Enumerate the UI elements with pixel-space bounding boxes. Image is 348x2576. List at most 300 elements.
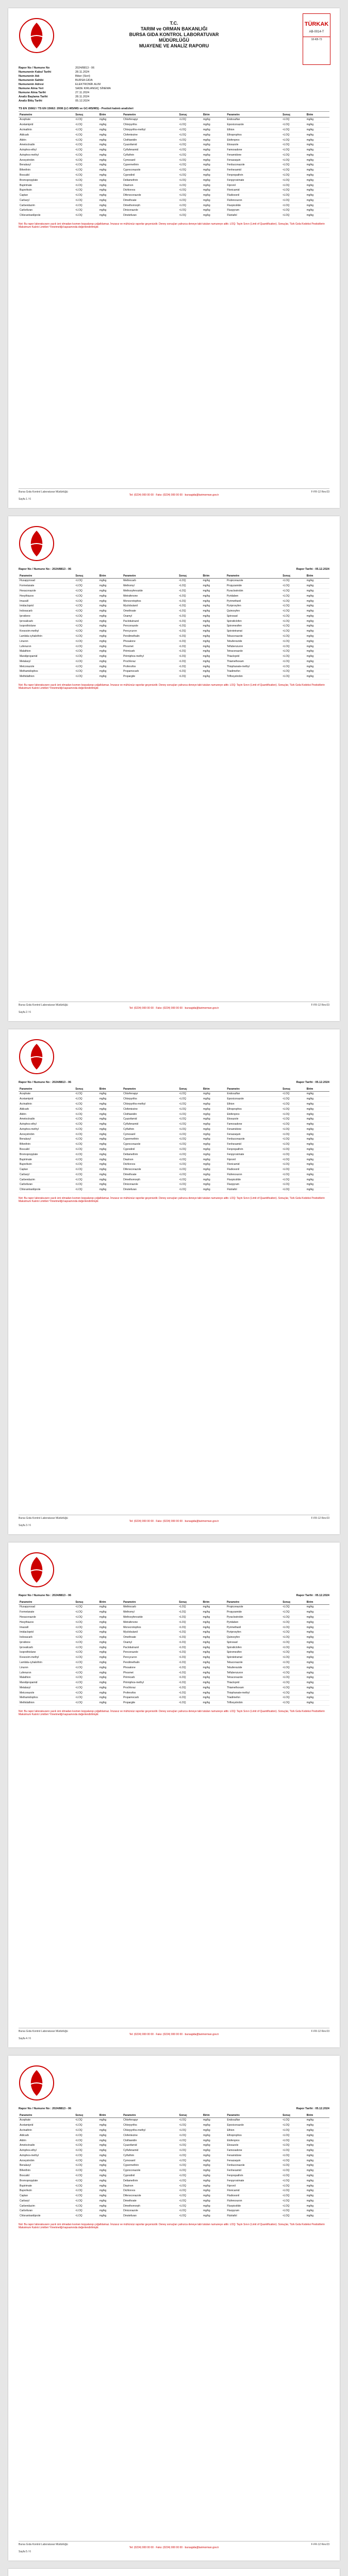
result-value: <LOQ (178, 1640, 202, 1645)
result-value: <LOQ (74, 127, 98, 132)
parameter-name: Linuron (19, 639, 74, 644)
result-value: <LOQ (74, 2213, 98, 2218)
result-value: <LOQ (281, 614, 305, 619)
unit: mg/kg (98, 624, 122, 629)
unit: mg/kg (202, 1177, 226, 1182)
parameter-name: Imidacloprid (19, 603, 74, 608)
result-value: <LOQ (281, 599, 305, 604)
result-value: <LOQ (281, 2209, 306, 2214)
parameter-name: Carbendazim (19, 2204, 74, 2209)
page-report-header: Rapor No / Numune No : 2024/8813 - 06 Rapor Tarihi : 05.12.2024 (19, 1081, 329, 1084)
unit: mg/kg (98, 1122, 122, 1127)
unit: mg/kg (306, 2143, 329, 2148)
ministry-emblem-icon (19, 2065, 55, 2101)
table-row (19, 142, 329, 147)
result-value: <LOQ (74, 1182, 98, 1188)
parameter-name: Tebufenozide (226, 1665, 281, 1670)
result-value: <LOQ (178, 2178, 203, 2183)
result-value: <LOQ (281, 583, 305, 588)
parameter-name: Kresoxim-methyl (19, 1655, 74, 1660)
unit: mg/kg (98, 2128, 122, 2133)
parameter-name: Cyprodinil (122, 1147, 178, 1152)
unit: mg/kg (202, 1112, 226, 1117)
unit: mg/kg (306, 2148, 329, 2153)
table-row (19, 2193, 329, 2198)
result-value: <LOQ (178, 173, 203, 178)
parameter-name: Flutriafol (226, 1187, 281, 1192)
report-page-5 (8, 2056, 340, 2561)
parameter-name: Metconazole (19, 1690, 74, 1696)
parameter-name: Carbaryl (19, 198, 74, 203)
unit: mg/kg (306, 2173, 329, 2178)
unit: mg/kg (306, 1122, 329, 1127)
parameter-name: Dinotefuran (122, 2213, 178, 2218)
unit: mg/kg (98, 178, 122, 183)
table-row (19, 2118, 329, 2123)
table-row (19, 2178, 329, 2183)
parameter-name: Carbaryl (19, 2198, 74, 2204)
parameter-name: Fipronil (226, 1157, 281, 1162)
unit: mg/kg (202, 1157, 226, 1162)
unit: mg/kg (202, 1092, 226, 1097)
parameter-name: Pirimiphos-methyl (122, 1680, 178, 1685)
unit: mg/kg (98, 147, 122, 152)
unit: mg/kg (202, 2188, 226, 2193)
result-value: <LOQ (74, 1092, 98, 1097)
parameter-name: Dimethoate (122, 1172, 178, 1177)
result-value: <LOQ (281, 1112, 306, 1117)
result-value: <LOQ (281, 1177, 306, 1182)
unit: mg/kg (98, 1605, 122, 1610)
table-row (19, 629, 329, 634)
result-value: <LOQ (178, 213, 203, 218)
parameter-name: Clofentezine (122, 2133, 178, 2138)
parameter-name: Mandipropamid (19, 654, 74, 659)
unit: mg/kg (202, 664, 226, 669)
result-value: <LOQ (74, 1645, 98, 1650)
report-note: Not: Bu rapor laboratuvarın yazılı izni olmadan kısmen kopyalanıp çoğaltılamaz. İmzasız ve mühürsüz raporlar geçersizdir. Deney sonuçları yalnızca deneye tabi tutulan numuneye aittir. LOQ: Tayin Sınırı (Limit of Quantification). Sonuçlar, Türk Gıda Kodeksi Pestisitlerin Maksimum Kalıntı Limitleri Yönetmeliği kapsamında değerlendirilmiştir. (19, 1196, 325, 1204)
table-row (19, 1187, 329, 1192)
report-page-3 (8, 1029, 340, 1534)
unit: mg/kg (202, 1172, 226, 1177)
result-value: <LOQ (178, 1670, 202, 1675)
unit: mg/kg (306, 1157, 329, 1162)
unit: mg/kg (98, 608, 122, 614)
unit: mg/kg (306, 147, 329, 152)
parameter-name: Pyrimethanil (226, 1625, 281, 1630)
unit: mg/kg (306, 2158, 329, 2163)
result-value: <LOQ (74, 1675, 98, 1680)
unit: mg/kg (98, 1162, 122, 1167)
result-value: <LOQ (281, 1172, 306, 1177)
column-header: Parametre (19, 2113, 74, 2118)
parameter-name: Fenpropathrin (226, 173, 281, 178)
parameter-name: Methiocarb (122, 579, 178, 584)
result-value: <LOQ (178, 619, 202, 624)
page-footer: Bursa Gıda Kontrol Laboratuvar Müdürlüğü F-FR-12 Rev.03 Tel: (0224) 000 00 00 · Faks: (0224) 000 00 00 · bursagida@tarimorman.gov.tr Sayfa 1 / 6 (19, 488, 329, 501)
parameter-name: Cyazofamid (122, 142, 178, 147)
unit: mg/kg (202, 198, 226, 203)
column-header: Parametre (19, 574, 74, 579)
result-value: <LOQ (281, 147, 306, 152)
result-value: <LOQ (74, 579, 98, 584)
parameter-name: Boscalid (19, 173, 74, 178)
unit: mg/kg (202, 2198, 226, 2204)
parameter-name: Ethoprophos (226, 1107, 281, 1112)
unit: mg/kg (202, 1142, 226, 1147)
unit: mg/kg (202, 1700, 226, 1705)
result-value: <LOQ (178, 2138, 203, 2143)
result-value: <LOQ (178, 2168, 203, 2173)
unit: mg/kg (306, 1096, 329, 1101)
result-value: <LOQ (74, 599, 98, 604)
parameter-name: Diniconazole (122, 1182, 178, 1188)
unit: mg/kg (98, 198, 122, 203)
table-row (19, 2213, 329, 2218)
unit: mg/kg (98, 1630, 122, 1635)
column-header: Sonuç (74, 113, 98, 117)
parameter-name: Spinosad (226, 614, 281, 619)
table-row (19, 1625, 329, 1630)
result-value: <LOQ (281, 142, 306, 147)
parameter-name: Dinotefuran (122, 1187, 178, 1192)
result-value: <LOQ (281, 163, 306, 168)
result-value: <LOQ (178, 2209, 203, 2214)
unit: mg/kg (202, 142, 226, 147)
result-value: <LOQ (178, 1680, 202, 1685)
result-value: <LOQ (74, 2148, 98, 2153)
parameter-name: Tetraconazole (226, 649, 281, 654)
column-header: Sonuç (74, 1600, 98, 1605)
parameter-name: Indoxacarb (19, 608, 74, 614)
unit: mg/kg (202, 2183, 226, 2189)
parameter-name: Carbofuran (19, 208, 74, 213)
result-value: <LOQ (74, 1147, 98, 1152)
parameter-name: Propargite (122, 1700, 178, 1705)
unit: mg/kg (98, 619, 122, 624)
parameter-name: Trifloxystrobin (226, 674, 281, 679)
unit: mg/kg (202, 158, 226, 163)
parameter-name: Fenhexamid (226, 1142, 281, 1147)
result-value: <LOQ (74, 1690, 98, 1696)
parameter-name: Bifenthrin (19, 167, 74, 173)
unit: mg/kg (306, 138, 329, 143)
result-value: <LOQ (178, 138, 203, 143)
parameter-name: Isoprothiolane (19, 1650, 74, 1655)
unit: mg/kg (306, 208, 329, 213)
result-value: <LOQ (281, 1157, 306, 1162)
parameter-name: Ametoctradin (19, 2143, 74, 2148)
table-row (19, 1137, 329, 1142)
result-value: <LOQ (74, 608, 98, 614)
column-header: Birim (306, 2113, 329, 2118)
result-value: <LOQ (178, 603, 202, 608)
table-row (19, 1116, 329, 1122)
result-value: <LOQ (178, 152, 203, 158)
unit: mg/kg (202, 614, 226, 619)
table-row (19, 1645, 329, 1650)
unit: mg/kg (306, 1182, 329, 1188)
parameter-name: Paclobutrazol (122, 1645, 178, 1650)
parameter-name: Tebuconazole (226, 634, 281, 639)
result-value: <LOQ (281, 669, 305, 674)
result-value: <LOQ (178, 1112, 203, 1117)
table-row (19, 1092, 329, 1097)
parameter-name: Lambda-cyhalothrin (19, 634, 74, 639)
table-row (19, 1615, 329, 1620)
unit: mg/kg (202, 579, 226, 584)
parameter-name: Mandipropamid (19, 1680, 74, 1685)
parameter-name: Formetanate (19, 583, 74, 588)
parameter-name: Quinoxyfen (226, 608, 281, 614)
unit: mg/kg (306, 1640, 329, 1645)
parameter-name: Bifenthrin (19, 2168, 74, 2173)
column-header: Sonuç (281, 1600, 305, 1605)
result-value: <LOQ (178, 158, 203, 163)
parameter-name: Penconazole (122, 1650, 178, 1655)
unit: mg/kg (98, 1157, 122, 1162)
unit: mg/kg (306, 2163, 329, 2168)
result-value: <LOQ (178, 1630, 202, 1635)
result-value: <LOQ (178, 1092, 203, 1097)
unit: mg/kg (202, 2193, 226, 2198)
unit: mg/kg (306, 1187, 329, 1192)
report-header (8, 1543, 340, 1594)
unit: mg/kg (98, 2153, 122, 2158)
result-value: <LOQ (281, 1605, 305, 1610)
unit: mg/kg (306, 1630, 329, 1635)
result-value: <LOQ (178, 127, 203, 132)
parameter-name: Phosmet (122, 1670, 178, 1675)
unit: mg/kg (202, 122, 226, 127)
column-header: Parametre (226, 1600, 281, 1605)
parameter-name: Omethoate (122, 608, 178, 614)
result-value: <LOQ (74, 2188, 98, 2193)
unit: mg/kg (306, 122, 329, 127)
parameter-name: Ethion (226, 127, 281, 132)
unit: mg/kg (306, 1092, 329, 1097)
unit: mg/kg (98, 1609, 122, 1615)
result-value: <LOQ (74, 2163, 98, 2168)
unit: mg/kg (98, 1177, 122, 1182)
table-row (19, 1655, 329, 1660)
parameter-name: Fenhexamid (226, 2168, 281, 2173)
parameter-name: Chlorpyrifos (122, 2123, 178, 2128)
result-value: <LOQ (74, 1172, 98, 1177)
parameter-name: Difenoconazole (122, 193, 178, 198)
parameter-name: Ethion (226, 1101, 281, 1107)
result-value: <LOQ (281, 132, 306, 138)
parameter-name: Azinphos-ethyl (19, 1122, 74, 1127)
unit: mg/kg (202, 147, 226, 152)
unit: mg/kg (98, 1112, 122, 1117)
parameter-name: Dichlorvos (122, 2188, 178, 2193)
result-value: <LOQ (281, 664, 305, 669)
result-value: <LOQ (178, 649, 202, 654)
unit: mg/kg (202, 1132, 226, 1137)
result-value: <LOQ (74, 1096, 98, 1101)
page-footer: Bursa Gıda Kontrol Laboratuvar Müdürlüğü F-FR-12 Rev.03 Tel: (0224) 000 00 00 · Faks: (0224) 000 00 00 · bursagida@tarimorman.gov.tr Sayfa 5 / 6 (19, 2541, 329, 2553)
result-value: <LOQ (281, 198, 306, 203)
unit: mg/kg (98, 1142, 122, 1147)
column-header: Parametre (122, 1600, 178, 1605)
table-row (19, 183, 329, 188)
parameter-name: Bupirimate (19, 2183, 74, 2189)
result-value: <LOQ (281, 1092, 306, 1097)
parameter-name: Hexaconazole (19, 588, 74, 594)
unit: mg/kg (306, 1635, 329, 1640)
result-value: <LOQ (178, 147, 203, 152)
parameter-name: Spirotetramat (226, 629, 281, 634)
result-value: <LOQ (178, 2204, 203, 2209)
unit: mg/kg (202, 588, 226, 594)
parameter-name: Diazinon (122, 183, 178, 188)
parameter-name: Cyprodinil (122, 2173, 178, 2178)
parameter-name: Aldrin (19, 1112, 74, 1117)
result-value: <LOQ (178, 198, 203, 203)
column-header: Sonuç (178, 2113, 203, 2118)
parameter-name: Etofenprox (226, 138, 281, 143)
parameter-name: Pyridaben (226, 1620, 281, 1625)
result-value: <LOQ (281, 1700, 305, 1705)
result-value: <LOQ (178, 2183, 203, 2189)
parameter-name: Cyfluthrin (122, 2153, 178, 2158)
results-table (19, 574, 329, 680)
table-row (19, 2133, 329, 2138)
table-row (19, 1665, 329, 1670)
unit: mg/kg (202, 193, 226, 198)
unit: mg/kg (306, 2188, 329, 2193)
result-value: <LOQ (281, 188, 306, 193)
result-value: <LOQ (281, 1660, 305, 1665)
unit: mg/kg (306, 142, 329, 147)
parameter-name: Iprovalicarb (19, 619, 74, 624)
parameter-name: Famoxadone (226, 1122, 281, 1127)
result-value: <LOQ (281, 1615, 305, 1620)
parameter-name: Dimethomorph (122, 2204, 178, 2209)
unit: mg/kg (202, 1096, 226, 1101)
unit: mg/kg (306, 173, 329, 178)
column-header: Parametre (226, 113, 281, 117)
unit: mg/kg (98, 127, 122, 132)
unit: mg/kg (98, 2193, 122, 2198)
table-row (19, 1650, 329, 1655)
unit: mg/kg (98, 1665, 122, 1670)
parameter-name: Epoxiconazole (226, 122, 281, 127)
unit: mg/kg (202, 1127, 226, 1132)
parameter-name: Etoxazole (226, 1116, 281, 1122)
unit: mg/kg (202, 624, 226, 629)
parameter-name: Chlorpyrifos-methyl (122, 1101, 178, 1107)
table-row (19, 1660, 329, 1665)
table-row (19, 1640, 329, 1645)
result-value: <LOQ (281, 1630, 305, 1635)
parameter-name: Carbendazim (19, 203, 74, 208)
result-value: <LOQ (178, 1101, 203, 1107)
parameter-name: Hexaconazole (19, 1615, 74, 1620)
table-row (19, 644, 329, 649)
report-page-6 (8, 2569, 340, 2576)
unit: mg/kg (202, 1685, 226, 1690)
result-value: <LOQ (281, 649, 305, 654)
parameter-name: Teflubenzuron (226, 644, 281, 649)
table-row (19, 664, 329, 669)
unit: mg/kg (202, 1605, 226, 1610)
result-value: <LOQ (74, 208, 98, 213)
parameter-name: Boscalid (19, 2173, 74, 2178)
result-value: <LOQ (281, 203, 306, 208)
unit: mg/kg (202, 1680, 226, 1685)
result-value: <LOQ (178, 122, 203, 127)
table-row (19, 1675, 329, 1680)
table-row (19, 163, 329, 168)
results-table (19, 1087, 329, 1193)
parameter-name: Flufenoxuron (226, 1172, 281, 1177)
unit: mg/kg (306, 193, 329, 198)
column-header: Birim (202, 1087, 226, 1092)
table-row (19, 198, 329, 203)
table-row (19, 2123, 329, 2128)
result-value: <LOQ (281, 2173, 306, 2178)
result-value: <LOQ (74, 634, 98, 639)
result-value: <LOQ (178, 132, 203, 138)
result-value: <LOQ (281, 2193, 306, 2198)
result-value: <LOQ (281, 2118, 306, 2123)
unit: mg/kg (98, 1690, 122, 1696)
result-value: <LOQ (178, 614, 202, 619)
unit: mg/kg (98, 1182, 122, 1188)
parameter-name: Dichlorvos (122, 188, 178, 193)
parameter-name: Fenbuconazole (226, 2163, 281, 2168)
unit: mg/kg (98, 1650, 122, 1655)
column-header: Birim (98, 2113, 122, 2118)
result-value: <LOQ (281, 1132, 306, 1137)
analysis-section-title: TS EN 15662 / TS EN 15662: 2008 (LC-MS/MS ve GC-MS/MS) - Pestisit kalıntı analizleri (19, 107, 329, 112)
result-value: <LOQ (74, 178, 98, 183)
parameter-name: Cypermethrin (122, 2163, 178, 2168)
parameter-name: Buprofezin (19, 2188, 74, 2193)
result-value: <LOQ (178, 1127, 203, 1132)
parameter-name: Cyfluthrin (122, 1127, 178, 1132)
unit: mg/kg (202, 644, 226, 649)
result-value: <LOQ (178, 639, 202, 644)
parameter-name: Lufenuron (19, 1670, 74, 1675)
parameter-name: Ethoprophos (226, 2133, 281, 2138)
table-row (19, 1132, 329, 1137)
table-row (19, 138, 329, 143)
unit: mg/kg (306, 1620, 329, 1625)
parameter-name: Epoxiconazole (226, 1096, 281, 1101)
result-value: <LOQ (74, 629, 98, 634)
unit: mg/kg (202, 188, 226, 193)
result-value: <LOQ (178, 659, 202, 664)
result-value: <LOQ (178, 2123, 203, 2128)
unit: mg/kg (306, 213, 329, 218)
parameter-name: Pencycuron (122, 1655, 178, 1660)
parameter-name: Clothianidin (122, 2138, 178, 2143)
result-value: <LOQ (74, 649, 98, 654)
result-value: <LOQ (74, 1650, 98, 1655)
unit: mg/kg (202, 1655, 226, 1660)
unit: mg/kg (306, 2193, 329, 2198)
ministry-emblem-icon (19, 18, 55, 54)
result-value: <LOQ (281, 1655, 305, 1660)
result-value: <LOQ (74, 1137, 98, 1142)
table-row (19, 1152, 329, 1157)
result-value: <LOQ (281, 579, 305, 584)
parameter-name: Azinphos-methyl (19, 2153, 74, 2158)
unit: mg/kg (202, 1675, 226, 1680)
